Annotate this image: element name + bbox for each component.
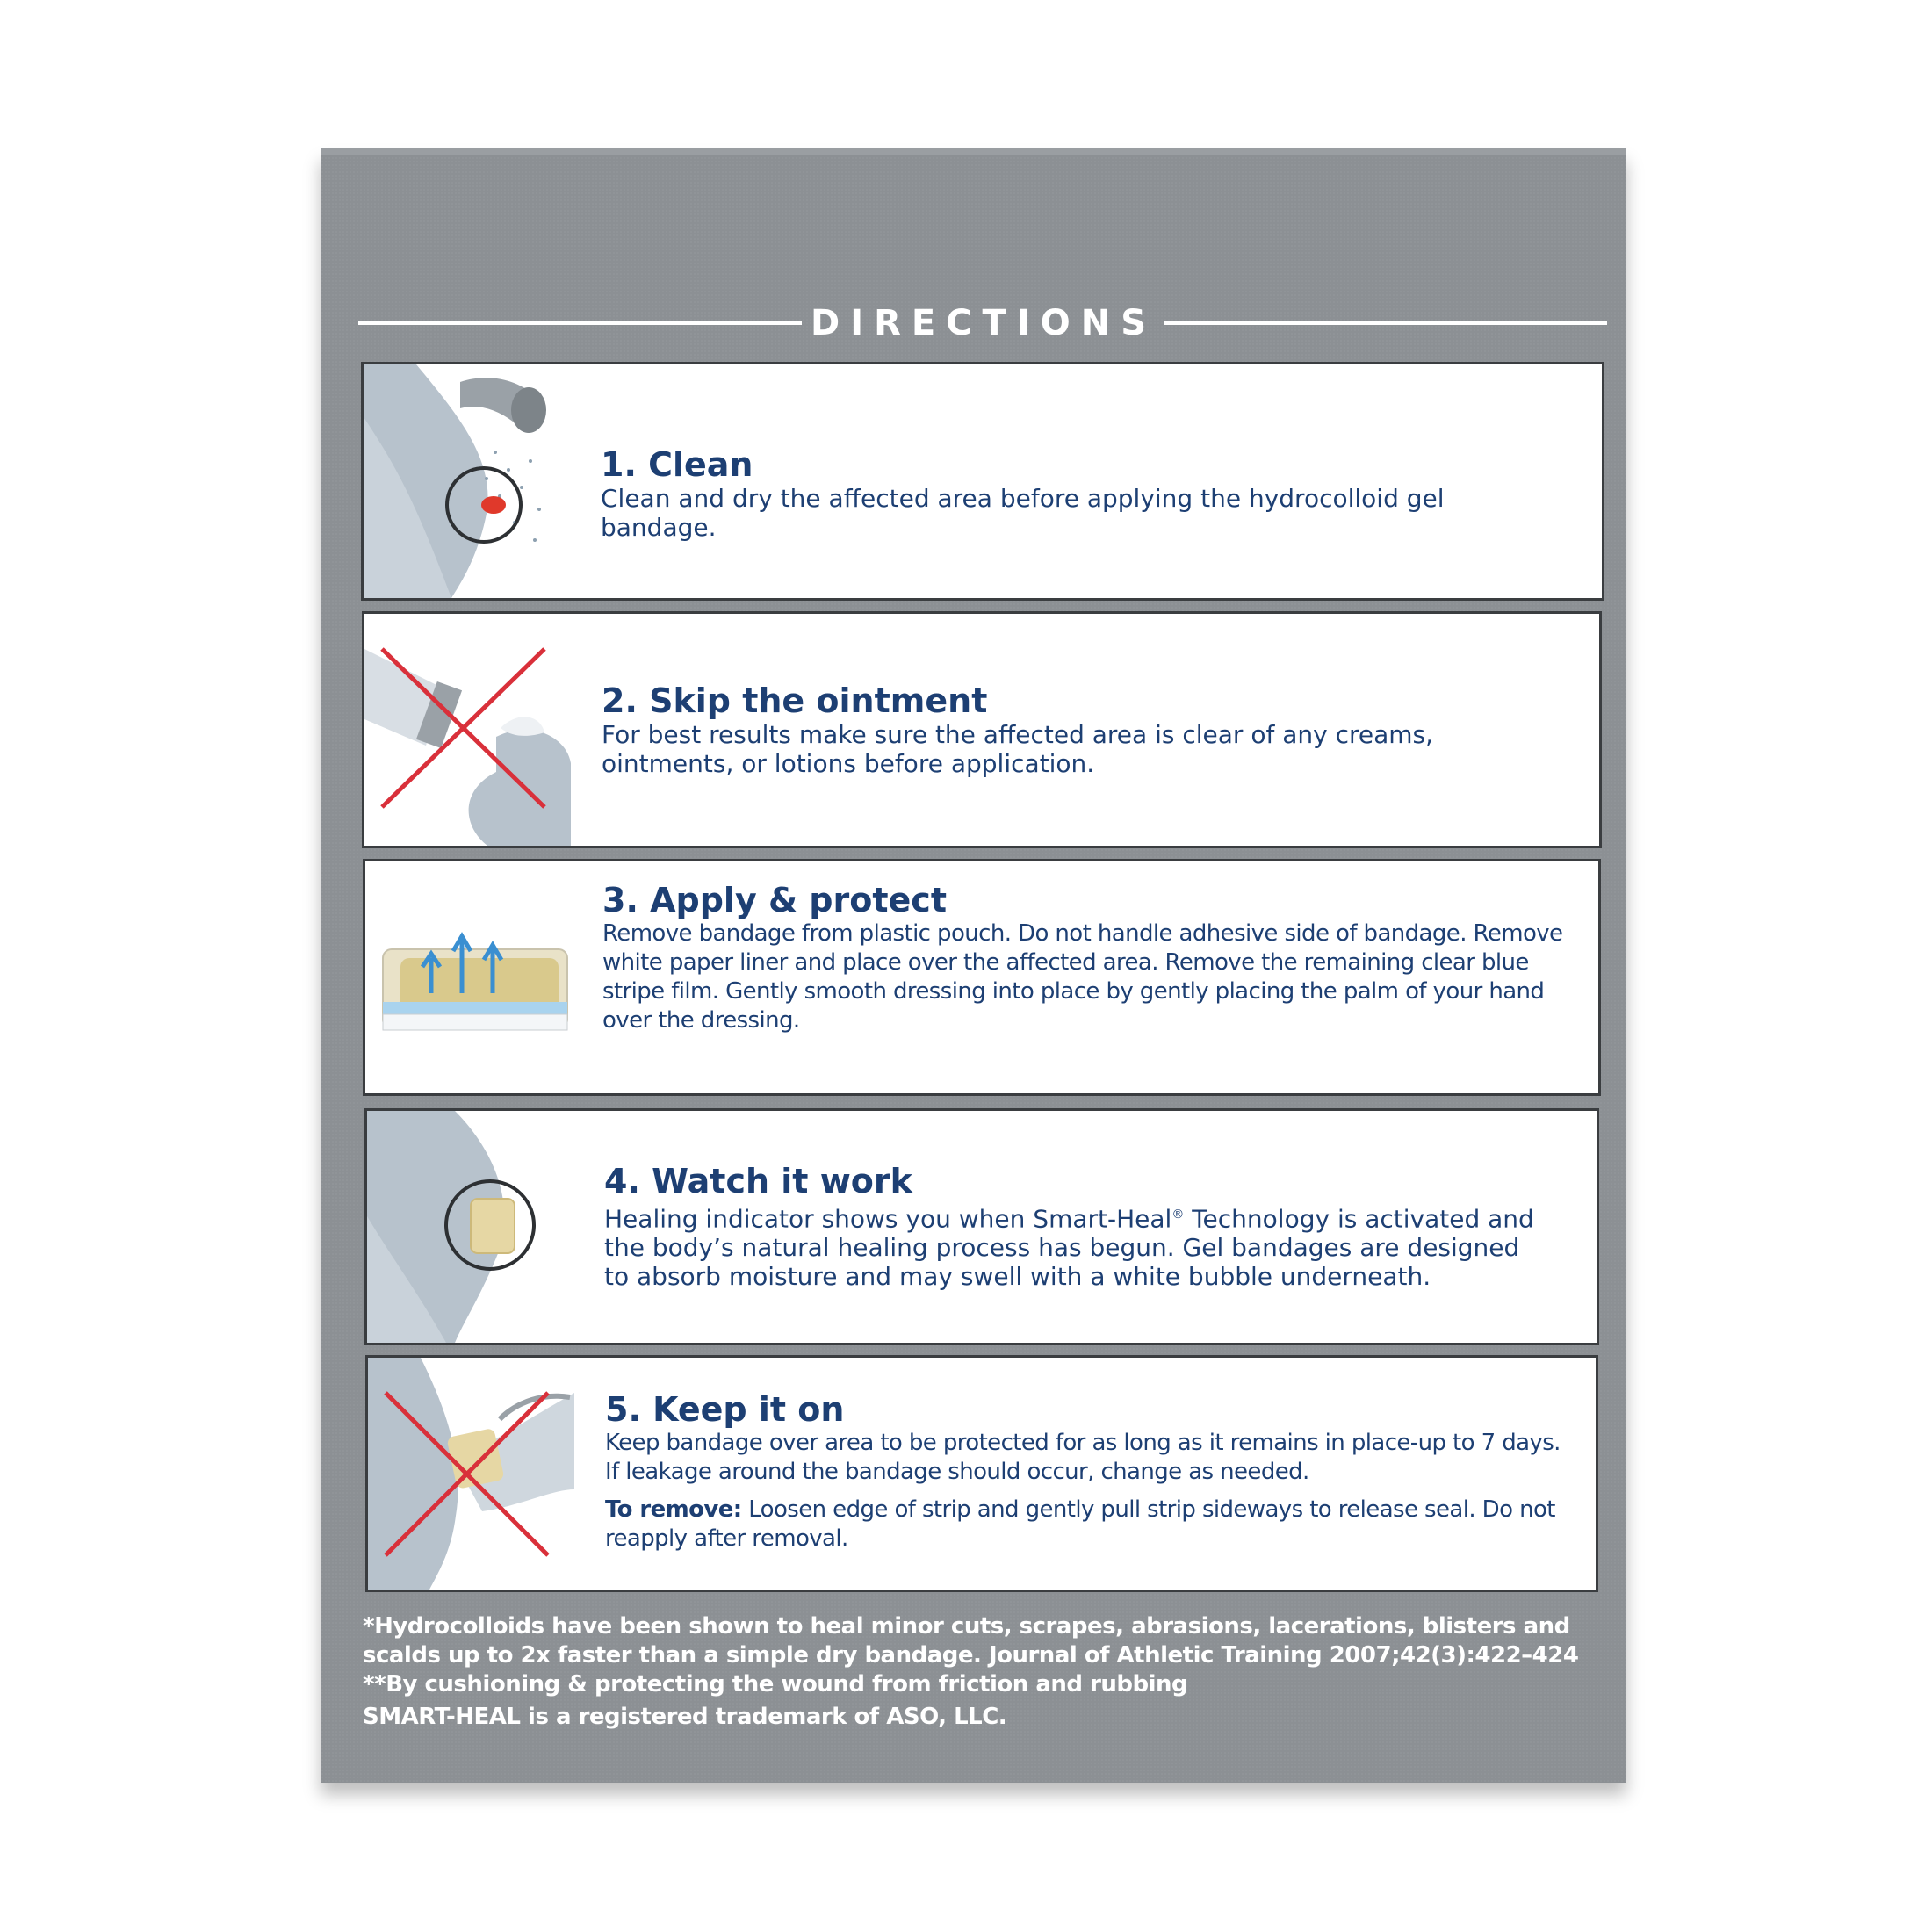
package-top-edge <box>321 148 1626 155</box>
step-4-panel <box>364 1108 1599 1345</box>
step-2-panel <box>362 611 1602 848</box>
step-4-body-pre: Healing indicator shows you when Smart-Heal <box>604 1204 1172 1234</box>
step-1-title: 1. Clean <box>601 445 753 484</box>
step-1-body: Clean and dry the affected area before applying the hydrocolloid gel bandage. <box>601 484 1445 542</box>
footnote-3: SMART-HEAL is a registered trademark of ASO, LLC. <box>363 1704 1007 1730</box>
directions-rule-right <box>1164 321 1607 325</box>
no-peel-icon <box>368 1358 579 1590</box>
step-5-panel <box>365 1355 1598 1592</box>
shower-elbow-icon <box>364 364 574 598</box>
step-2-body: For best results make sure the affected area is clear of any creams, ointments, or lotions before application. <box>602 720 1434 778</box>
step-4-title: 4. Watch it work <box>604 1162 912 1200</box>
directions-rule-left <box>358 321 802 325</box>
step-5-remove <box>605 1496 1562 1554</box>
step-1-panel <box>361 362 1604 601</box>
step-3-body: Remove bandage from plastic pouch. Do not handle adhesive side of bandage. Remove white paper liner and place over the affected area. Remove the remaining clear blue stripe film. Gently smooth dressing into place by gently placing the palm of your hand over the dressing. <box>602 920 1563 1034</box>
step-5-title: 5. Keep it on <box>605 1390 845 1429</box>
footnote-2: **By cushioning & protecting the wound from friction and rubbing <box>363 1671 1188 1698</box>
bandage-on-elbow-icon <box>367 1111 578 1343</box>
step-5-remove-text: Loosen edge of strip and gently pull strip sideways to release seal. Do not reapply after removal. <box>605 1496 1555 1552</box>
step-4-body <box>604 1200 1544 1291</box>
bandage-apply-icon <box>365 861 576 1093</box>
step-3-panel <box>363 859 1601 1096</box>
step-5-remove-label: To remove: <box>605 1496 742 1523</box>
directions-heading: DIRECTIONS <box>810 303 1157 343</box>
step-2-title: 2. Skip the ointment <box>602 681 988 720</box>
footnotes <box>363 1612 1610 1732</box>
step-5-body: Keep bandage over area to be protected for as long as it remains in place-up to 7 days. If leakage around the bandage should occur, change as needed. <box>605 1430 1561 1485</box>
step-4-body-post: Technology is activated and the body’s natural healing process has begun. Gel bandages are designed to absorb moisture and may swell with a white bubble underneath. <box>604 1204 1534 1292</box>
registered-mark: ® <box>1171 1208 1185 1222</box>
step-3-title: 3. Apply & protect <box>602 881 947 919</box>
no-ointment-icon <box>364 614 575 846</box>
footnote-1: *Hydrocolloids have been shown to heal minor cuts, scrapes, abrasions, lacerations, blisters and scalds up to 2x faster than a simple dry bandage. Journal of Athletic Training 2007;42(3):422–424 <box>363 1613 1579 1669</box>
